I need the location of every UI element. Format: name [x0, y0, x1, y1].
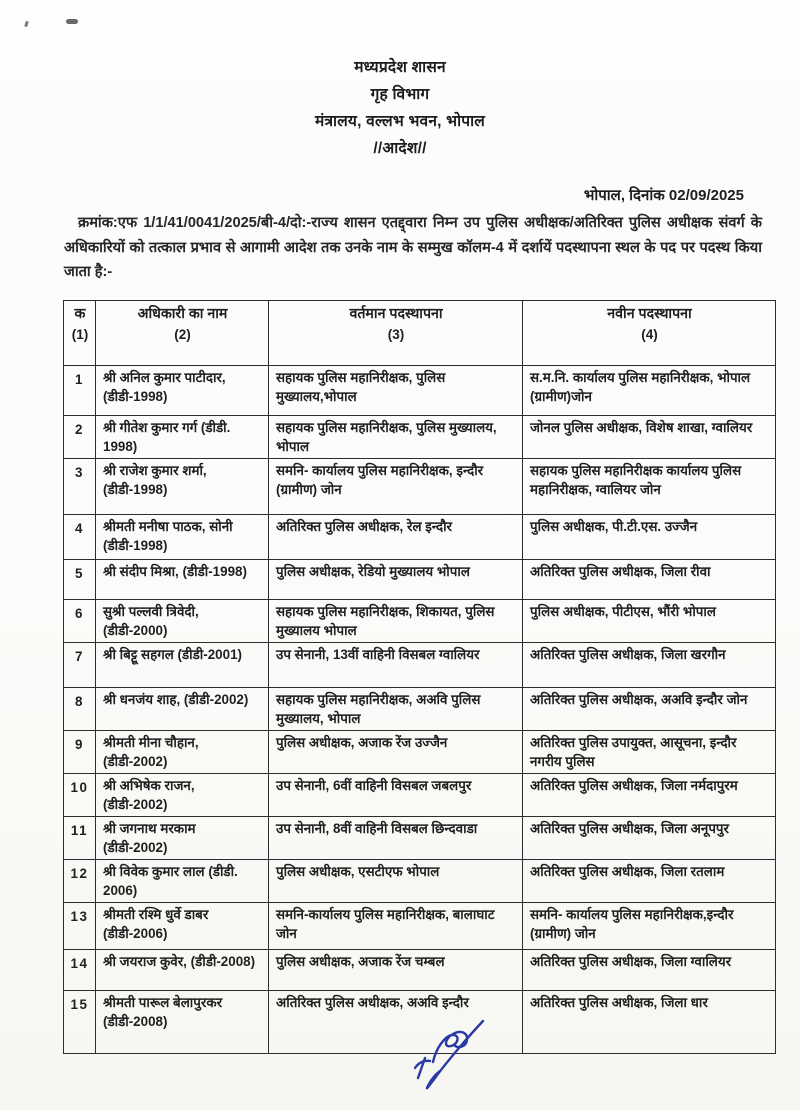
- cell-serial: 4: [64, 515, 96, 560]
- cell-serial: 5: [64, 560, 96, 600]
- table-row: [64, 459, 776, 515]
- cell-new-posting: अतिरिक्त पुलिस अधीक्षक, जिला रीवा: [523, 560, 776, 600]
- table-row: [64, 416, 776, 459]
- table-row: [64, 950, 776, 991]
- cell-officer-name: सुश्री पल्लवी त्रिवेदी, (डीडी-2000): [96, 600, 269, 643]
- cell-serial: 11: [64, 817, 96, 860]
- col-header-officer-name: [96, 301, 269, 366]
- cell-serial: 12: [64, 860, 96, 903]
- table-row: [64, 817, 776, 860]
- col-header-serial: [64, 301, 96, 366]
- cell-officer-name: श्री बिट्टू सहगल (डीडी-2001): [96, 643, 269, 688]
- signature-ink: [405, 1018, 515, 1103]
- cell-new-posting: समनि- कार्यालय पुलिस महानिरीक्षक,इन्दौर (ग्रामीण) जोन: [523, 903, 776, 950]
- cell-new-posting: अतिरिक्त पुलिस अधीक्षक, जिला रतलाम: [523, 860, 776, 903]
- department-name: गृह विभाग: [370, 86, 430, 103]
- cell-new-posting: अतिरिक्त पुलिस अधीक्षक, जिला अनूपपुर: [523, 817, 776, 860]
- col-header-label: वर्तमान पदस्थापना: [349, 306, 443, 322]
- col-header-number: (1): [71, 327, 89, 342]
- col-header-number: (2): [174, 327, 191, 342]
- table-header-row: [64, 301, 776, 366]
- cell-serial: 9: [64, 731, 96, 774]
- table-row: [64, 774, 776, 817]
- cell-new-posting: पुलिस अधीक्षक, पीटीएस, भौंरी भोपाल: [523, 600, 776, 643]
- col-header-label: नवीन पदस्थापना: [607, 306, 692, 322]
- cell-current-posting: पुलिस अधीक्षक, एसटीएफ भोपाल: [269, 860, 523, 903]
- cell-current-posting: अतिरिक्त पुलिस अधीक्षक, अअवि इन्दौर: [269, 991, 523, 1054]
- table-row: [64, 560, 776, 600]
- table-row: [64, 366, 776, 416]
- col-header-current-posting: [269, 301, 523, 366]
- cell-officer-name: श्रीमती मीना चौहान, (डीडी-2002): [96, 731, 269, 774]
- cell-serial: 14: [64, 950, 96, 991]
- cell-new-posting: अतिरिक्त पुलिस उपायुक्त, आसूचना, इन्दौर नगरीय पुलिस: [523, 731, 776, 774]
- cell-current-posting: सहायक पुलिस महानिरीक्षक, शिकायत, पुलिस मुख्यालय भोपाल: [269, 600, 523, 643]
- cell-current-posting: सहायक पुलिस महानिरीक्षक, पुलिस मुख्यालय,भोपाल: [269, 366, 523, 416]
- cell-current-posting: पुलिस अधीक्षक, अजाक रेंज उज्जैन: [269, 731, 523, 774]
- letterhead: [0, 54, 800, 162]
- table-row: [64, 643, 776, 688]
- cell-new-posting: पुलिस अधीक्षक, पी.टी.एस. उज्जैन: [523, 515, 776, 560]
- col-header-label: क: [74, 306, 86, 322]
- cell-officer-name: श्री गीतेश कुमार गर्ग (डीडी. 1998): [96, 416, 269, 459]
- cell-officer-name: श्रीमती रश्मि धुर्वे डाबर (डीडी-2006): [96, 903, 269, 950]
- ministry-address: मंत्रालय, वल्लभ भवन, भोपाल: [314, 113, 486, 130]
- scan-speck: [66, 19, 78, 24]
- cell-serial: 10: [64, 774, 96, 817]
- col-header-new-posting: [523, 301, 776, 366]
- cell-current-posting: उप सेनानी, 13वीं वाहिनी विसबल ग्वालियर: [269, 643, 523, 688]
- cell-new-posting: जोनल पुलिस अधीक्षक, विशेष शाखा, ग्वालियर: [523, 416, 776, 459]
- cell-current-posting: समनि-कार्यालय पुलिस महानिरीक्षक, बालाघाट जोन: [269, 903, 523, 950]
- cell-officer-name: श्री राजेश कुमार शर्मा, (डीडी-1998): [96, 459, 269, 515]
- cell-current-posting: समनि- कार्यालय पुलिस महानिरीक्षक, इन्दौर (ग्रामीण) जोन: [269, 459, 523, 515]
- cell-new-posting: स.म.नि. कार्यालय पुलिस महानिरीक्षक, भोपाल (ग्रामीण)जोन: [523, 366, 776, 416]
- cell-serial: 8: [64, 688, 96, 731]
- cell-serial: 6: [64, 600, 96, 643]
- cell-officer-name: श्री संदीप मिश्रा, (डीडी-1998): [96, 560, 269, 600]
- cell-officer-name: श्री धनजंय शाह, (डीडी-2002): [96, 688, 269, 731]
- table-row: [64, 688, 776, 731]
- cell-officer-name: श्रीमती मनीषा पाठक, सोनी (डीडी-1998): [96, 515, 269, 560]
- col-header-number: (4): [641, 327, 658, 342]
- cell-new-posting: अतिरिक्त पुलिस अधीक्षक, अअवि इन्दौर जोन: [523, 688, 776, 731]
- cell-new-posting: अतिरिक्त पुलिस अधीक्षक, जिला नर्मदापुरम: [523, 774, 776, 817]
- cell-current-posting: उप सेनानी, 6वीं वाहिनी विसबल जबलपुर: [269, 774, 523, 817]
- cell-current-posting: उप सेनानी, 8वीं वाहिनी विसबल छिन्दवाडा: [269, 817, 523, 860]
- cell-officer-name: श्री जगनाथ मरकाम (डीडी-2002): [96, 817, 269, 860]
- cell-new-posting: अतिरिक्त पुलिस अधीक्षक, जिला धार: [523, 991, 776, 1054]
- cell-current-posting: पुलिस अधीक्षक, अजाक रेंज चम्बल: [269, 950, 523, 991]
- table-row: [64, 731, 776, 774]
- table-row: [64, 515, 776, 560]
- cell-serial: 3: [64, 459, 96, 515]
- cell-serial: 7: [64, 643, 96, 688]
- cell-serial: 1: [64, 366, 96, 416]
- table-row: [64, 600, 776, 643]
- cell-serial: 13: [64, 903, 96, 950]
- table-row: [64, 903, 776, 950]
- cell-officer-name: श्री जयराज कुवेर, (डीडी-2008): [96, 950, 269, 991]
- cell-officer-name: श्री अभिषेक राजन, (डीडी-2002): [96, 774, 269, 817]
- cell-current-posting: सहायक पुलिस महानिरीक्षक, अअवि पुलिस मुख्यालय, भोपाल: [269, 688, 523, 731]
- cell-new-posting: अतिरिक्त पुलिस अधीक्षक, जिला ग्वालियर: [523, 950, 776, 991]
- scan-speck: [24, 21, 29, 28]
- cell-serial: 2: [64, 416, 96, 459]
- cell-current-posting: सहायक पुलिस महानिरीक्षक, पुलिस मुख्यालय, भोपाल: [269, 416, 523, 459]
- cell-new-posting: अतिरिक्त पुलिस अधीक्षक, जिला खरगौन: [523, 643, 776, 688]
- cell-new-posting: सहायक पुलिस महानिरीक्षक कार्यालय पुलिस महानिरीक्षक, ग्वालियर जोन: [523, 459, 776, 515]
- cell-current-posting: पुलिस अधीक्षक, रेडियो मुख्यालय भोपाल: [269, 560, 523, 600]
- government-name: मध्यप्रदेश शासन: [354, 59, 446, 76]
- col-header-label: अधिकारी का नाम: [137, 306, 228, 322]
- cell-officer-name: श्रीमती पारूल बेलापुरकर (डीडी-2008): [96, 991, 269, 1054]
- cell-serial: 15: [64, 991, 96, 1054]
- cell-officer-name: श्री अनिल कुमार पाटीदार, (डीडी-1998): [96, 366, 269, 416]
- order-marker: //आदेश//: [373, 140, 427, 157]
- dateline: भोपाल, दिनांक 02/09/2025: [583, 187, 744, 204]
- transfer-table: [63, 300, 776, 1054]
- table-row: [64, 860, 776, 903]
- cell-officer-name: श्री विवेक कुमार लाल (डीडी. 2006): [96, 860, 269, 903]
- cell-current-posting: अतिरिक्त पुलिस अधीक्षक, रेल इन्दौर: [269, 515, 523, 560]
- col-header-number: (3): [387, 327, 405, 342]
- order-paragraph: क्रमांक:एफ 1/1/41/0041/2025/बी-4/दो:-राज्य शासन एतद्द्वारा निम्न उप पुलिस अधीक्षक/अतिरिक्त पुलिस अधीक्षक संवर्ग के अधिकारियों को तत्काल प्रभाव से आगामी आदेश तक उनके नाम के सम्मुख कॉलम-4 में दर्शायें पदस्थापना स्थल के पद पर पदस्थ किया जाता है:-: [64, 215, 762, 280]
